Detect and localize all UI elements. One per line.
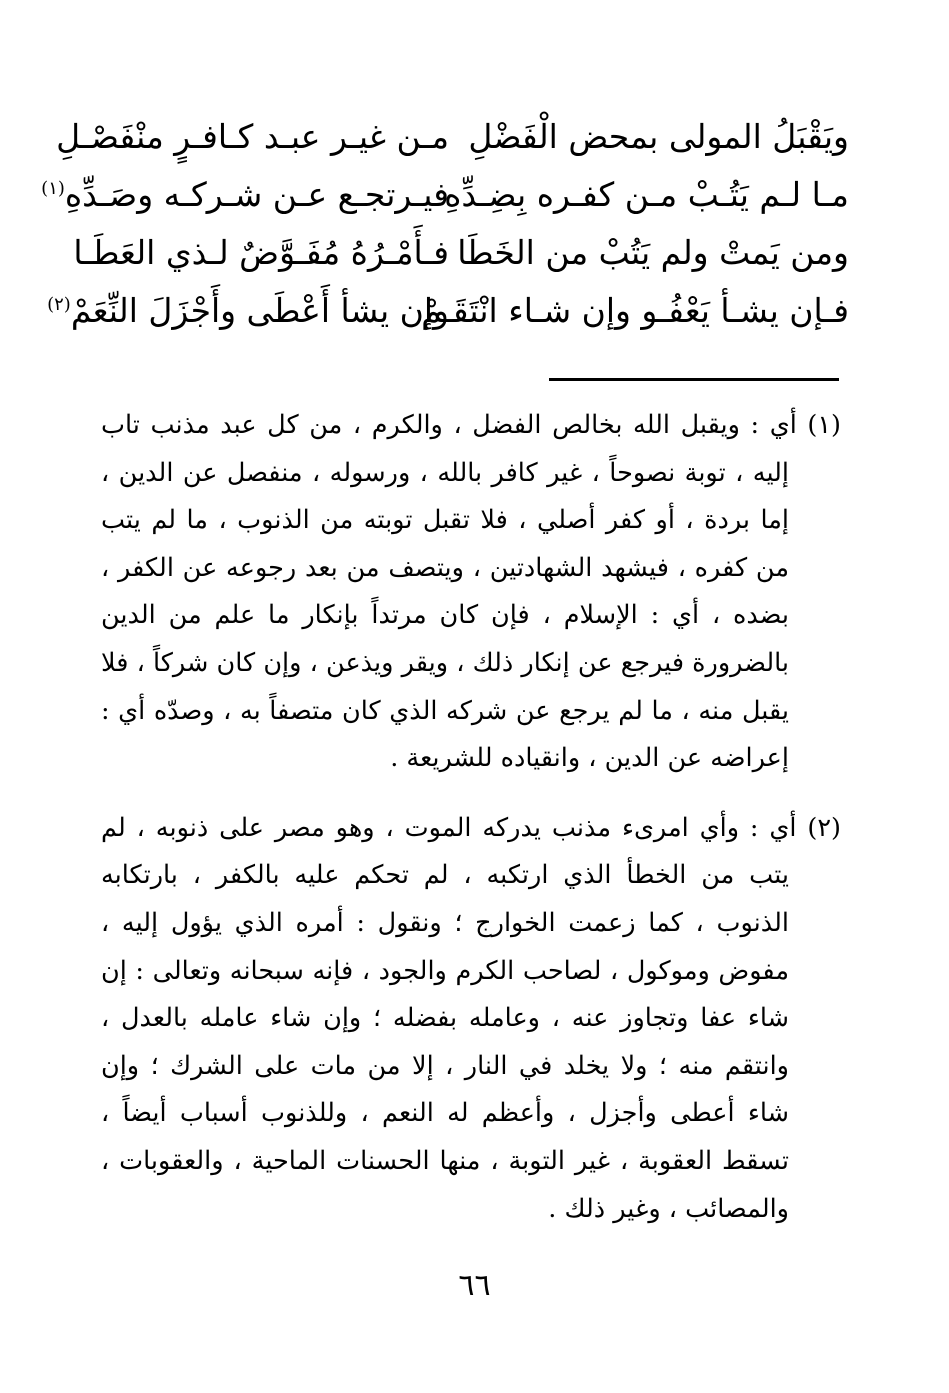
footnote-marker-2: (٢)	[47, 294, 71, 315]
footnote-2	[101, 805, 841, 1233]
footnote-1-first-line	[101, 402, 841, 450]
verse-4-first-hemistich: فـإن يشـأ يَعْفُـو وإن شـاء انْتَقَـمْ	[421, 291, 849, 330]
verse-2-second-hemistich	[41, 166, 449, 224]
verse-3-second-hemistich	[73, 224, 449, 282]
verse-4-second-hemistich	[47, 282, 449, 340]
verse-3-second-text: فـأَمْـرُهُ مُفَـوَّضٌ لـذي العَطَـا	[73, 233, 449, 272]
verse-line-2	[41, 166, 849, 224]
verse-line-1	[56, 108, 849, 166]
footnotes-section	[101, 402, 841, 1233]
footnote-1-text: إليه ، توبة نصوحاً ، غير كافر بالله ، ورسوله ، منفصل عن الدين ، إما بردة ، أو كفر أصلي ، فلا تقبل توبته من الذنوب ، ما لم يتب من كفره ، فيشهد الشهادتين ، ويتصف من بعد رجوعه عن الكفر ، بضده ، أي : الإسلام ، فإن كان مرتداً بإنكار ما علم من الدين بالضرورة فيرجع عن إنكار ذلك ، ويقر ويذعن ، وإن كان شركاً ، فلا يقبل منه ، ما لم يرجع عن شركه الذي كان متصفاً به ، وصدّه أي : إعراضه عن الدين ، وانقياده للشريعة .	[101, 457, 789, 774]
page-number: ٦٦	[458, 1268, 491, 1303]
verse-line-4	[47, 282, 849, 340]
footnote-2-opening: أي : وأي امرىء مذنب يدركه الموت ، وهو مصر على ذنوبه ، لم	[101, 812, 797, 843]
footnote-2-first-line	[101, 805, 841, 853]
verse-3-first-hemistich: ومن يَمتْ ولم يَتُبْ من الخَطَا	[457, 233, 849, 272]
verse-4-second-text: وإن يشأ أَعْطَى وأَجْزَلَ النِّعَمْ	[70, 291, 449, 330]
verse-1-second-hemistich	[56, 108, 449, 166]
poem-verses	[41, 108, 849, 340]
footnote-1-opening: أي : ويقبل الله بخالص الفضل ، والكرم ، من كل عبد مذنب تاب	[101, 410, 797, 440]
footnote-2-number: (٢)	[807, 812, 841, 843]
verse-line-3	[73, 224, 849, 282]
verse-1-second-text: مـن غيـر عبـد كـافـرٍ منْفَصْـلِ	[56, 117, 449, 156]
footnote-1	[101, 402, 841, 783]
verse-2-first-hemistich: مـا لـم يَتُـبْ مـن كفـره بِضِـدِّهِ	[444, 175, 849, 214]
footnote-separator	[549, 378, 839, 381]
verse-2-second-text: فيـرتجـع عـن شـركـه وصَـدِّهِ	[64, 175, 449, 214]
footnote-marker-1: (١)	[41, 178, 65, 199]
verse-1-first-hemistich: ويَقْبَلُ المولى بمحض الْفَضْلِ	[468, 117, 849, 156]
footnote-2-text: يتب من الخطأ الذي ارتكبه ، لم تحكم عليه بالكفر ، بارتكابه الذنوب ، كما زعمت الخوارج ؛ ونقول : أمره الذي يؤول إليه ، مفوض وموكول ، لصاحب الكرم والجود ، فإنه سبحانه وتعالى : إن شاء عفا وتجاوز عنه ، وعامله بفضله ؛ وإن شاء عامله بالعدل ، وانتقم منه ؛ ولا يخلد في النار ، إلا من مات على الشرك ؛ وإن شاء أعطى وأجزل ، وأعظم له النعم ، وللذنوب أسباب أيضاً ، تسقط العقوبة ، غير التوبة ، منها الحسنات الماحية ، والعقوبات ، والمصائب ، وغير ذلك .	[101, 860, 789, 1224]
footnote-1-number: (١)	[807, 410, 841, 440]
